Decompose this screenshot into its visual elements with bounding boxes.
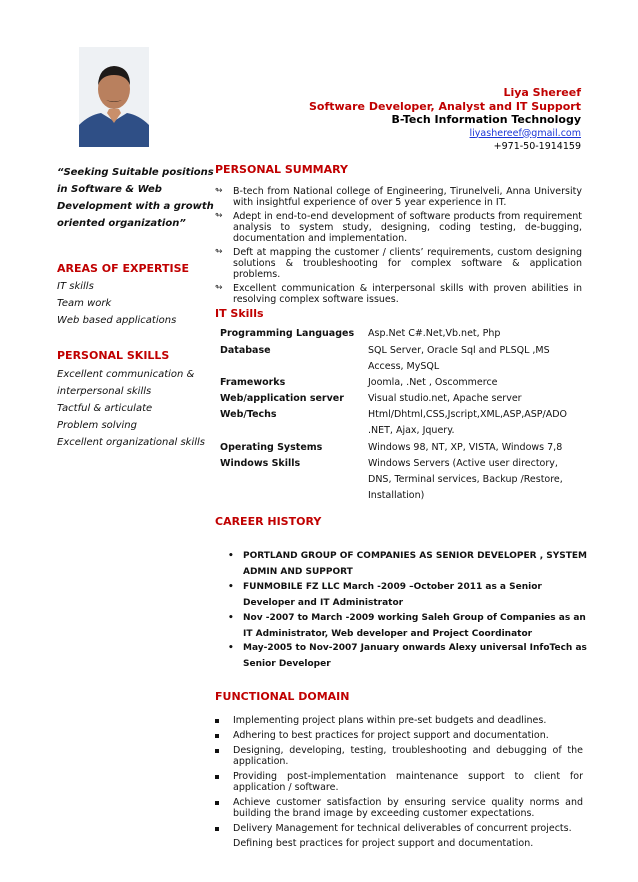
skill-label: Operating Systems: [220, 442, 323, 453]
expertise-item: IT skills: [57, 281, 94, 292]
skill-value: Html/Dhtml,CSS,Jscript,XML,ASP,ASP/ADO .NET, Ajax, Jquery.: [368, 409, 567, 436]
summary-item: ↬ B-tech from National college of Engineering, Tirunelveli, Anna University with insightful experience of over 5 year experience in IT.: [215, 186, 582, 208]
skill-value: Joomla, .Net , Oscommerce: [368, 377, 498, 388]
degree: B-Tech Information Technology: [391, 113, 581, 126]
it-skills-heading: IT Skills: [215, 307, 264, 320]
functional-item: Delivery Management for technical deliverables of concurrent projects.: [215, 823, 583, 834]
skill-value: SQL Server, Oracle Sql and PLSQL ,MS Access, MySQL: [368, 345, 550, 372]
functional-item-trailing: Defining best practices for project support and documentation.: [233, 838, 534, 849]
skill-value: Windows Servers (Active user directory, DNS, Terminal services, Backup /Restore, Installation): [368, 458, 563, 501]
skill-value: Visual studio.net, Apache server: [368, 393, 522, 404]
bullet-icon: •: [228, 551, 234, 561]
skill-value: Asp.Net C#.Net,Vb.net, Php: [368, 328, 501, 339]
career-objective: “Seeking Suitable positions in Software & Web Development with a growth oriented organization”: [57, 167, 214, 229]
skill-value: Windows 98, NT, XP, VISTA, Windows 7,8: [368, 442, 563, 453]
summary-item: ↬ Adept in end-to-end development of software products from requirement analysis to system study, designing, coding testing, de-bugging, documentation and implementation.: [215, 211, 582, 244]
square-bullet-icon: [215, 734, 219, 738]
functional-item: Achieve customer satisfaction by ensuring service quality norms and building the brand image by exceeding customer expectations.: [215, 797, 583, 819]
phone-number: +971-50-1914159: [493, 141, 581, 152]
bullet-icon: •: [228, 613, 234, 623]
square-bullet-icon: [215, 775, 219, 779]
square-bullet-icon: [215, 801, 219, 805]
personal-skill-item: Tactful & articulate: [57, 403, 153, 414]
functional-item: Designing, developing, testing, troubleshooting and debugging of the application.: [215, 745, 583, 767]
email-link[interactable]: liyashereef@gmail.com: [469, 127, 581, 139]
arrow-bullet-icon: ↬: [215, 186, 223, 196]
skill-label: Windows Skills: [220, 458, 301, 469]
summary-item: ↬ Excellent communication & interpersonal skills with proven abilities in resolving complex software issues.: [215, 283, 582, 305]
personal-skills-heading: PERSONAL SKILLS: [57, 349, 170, 362]
personal-skill-item: Excellent communication & interpersonal skills: [57, 369, 195, 397]
contact-header: [309, 86, 581, 154]
expertise-item: Web based applications: [57, 315, 177, 326]
expertise-heading: AREAS OF EXPERTISE: [57, 262, 190, 275]
functional-heading: FUNCTIONAL DOMAIN: [215, 690, 350, 703]
career-item: • PORTLAND GROUP OF COMPANIES AS SENIOR DEVELOPER , SYSTEM ADMIN AND SUPPORT: [228, 551, 587, 577]
arrow-bullet-icon: ↬: [215, 283, 223, 293]
square-bullet-icon: [215, 719, 219, 723]
bullet-icon: •: [228, 582, 234, 592]
arrow-bullet-icon: ↬: [215, 247, 223, 257]
square-bullet-icon: [215, 749, 219, 753]
functional-item: Providing post-implementation maintenance support to client for application / software.: [215, 771, 583, 793]
functional-item: Implementing project plans within pre-set budgets and deadlines.: [215, 715, 583, 726]
personal-skill-item: Problem solving: [57, 420, 137, 431]
career-heading: CAREER HISTORY: [215, 515, 322, 528]
square-bullet-icon: [215, 827, 219, 831]
summary-list: [215, 186, 582, 308]
candidate-name: Liya Shereef: [503, 86, 581, 99]
expertise-item: Team work: [57, 298, 112, 309]
career-item: • FUNMOBILE FZ LLC March -2009 –October 2011 as a Senior Developer and IT Administrator: [228, 582, 542, 608]
career-item: • Nov -2007 to March -2009 working Saleh Group of Companies as an IT Administrator, Web developer and Project Coordinator: [228, 613, 586, 639]
functional-item: Adhering to best practices for project support and documentation.: [215, 730, 583, 741]
arrow-bullet-icon: ↬: [215, 211, 223, 221]
summary-item: ↬ Deft at mapping the customer / clients’ requirements, custom designing solutions & troubleshooting for complex software & application problems.: [215, 247, 582, 280]
skill-label: Web/Techs: [220, 409, 277, 420]
skill-label: Frameworks: [220, 377, 286, 388]
bullet-icon: •: [228, 643, 234, 653]
profile-photo: [79, 47, 149, 147]
personal-skill-item: Excellent organizational skills: [57, 437, 206, 448]
career-item: • May-2005 to Nov-2007 January onwards Alexy universal InfoTech as Senior Developer: [228, 643, 587, 669]
skill-label: Database: [220, 345, 271, 356]
summary-heading: PERSONAL SUMMARY: [215, 163, 348, 176]
skill-label: Programming Languages: [220, 328, 355, 339]
skill-label: Web/application server: [220, 393, 344, 404]
job-title: Software Developer, Analyst and IT Support: [309, 99, 581, 113]
